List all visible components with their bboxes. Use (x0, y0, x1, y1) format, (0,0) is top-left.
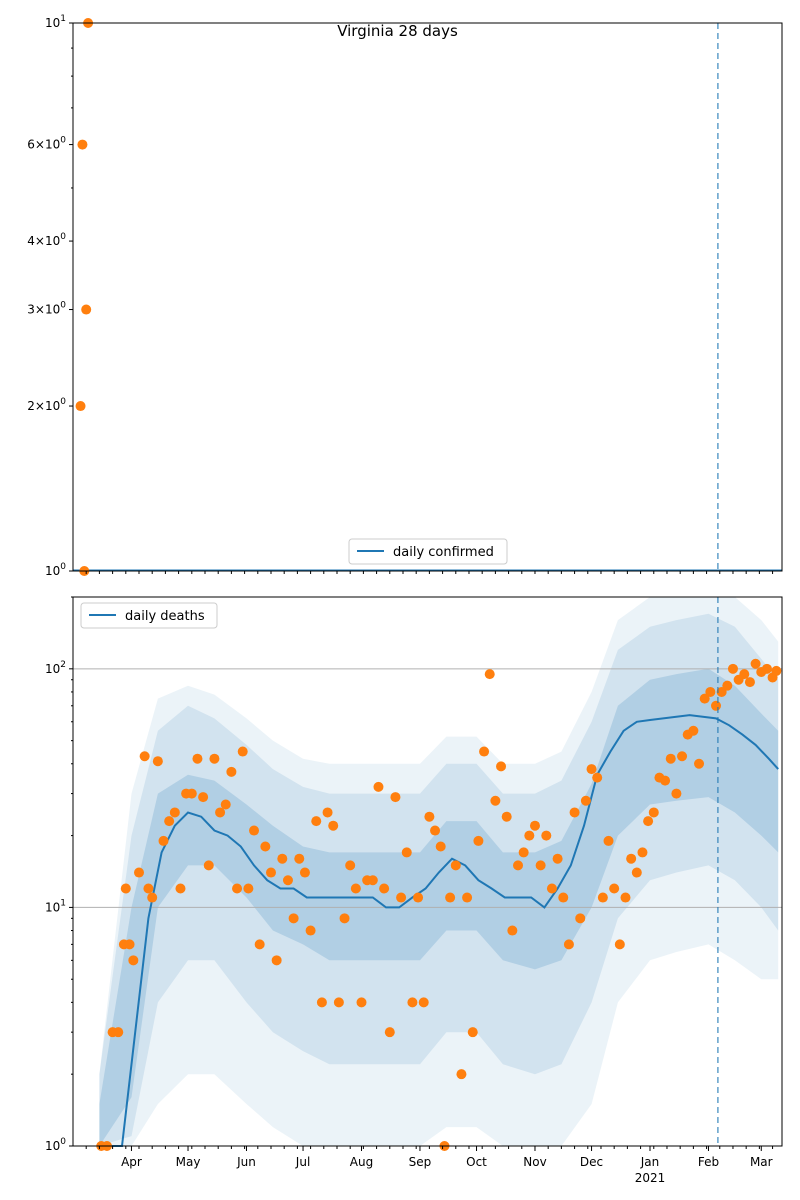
deaths-point (473, 836, 483, 846)
deaths-point (164, 816, 174, 826)
deaths-point (462, 893, 472, 903)
deaths-point (289, 913, 299, 923)
deaths-point (424, 812, 434, 822)
deaths-point (507, 926, 517, 936)
deaths-point (677, 751, 687, 761)
deaths-point (192, 754, 202, 764)
deaths-point (385, 1027, 395, 1037)
deaths-point (666, 754, 676, 764)
deaths-point (306, 926, 316, 936)
confirmed-point (81, 305, 91, 315)
top-y-tick-label: $6\times 10^0$ (27, 135, 66, 152)
bottom-x-tick-label: Nov (523, 1155, 547, 1169)
deaths-point (113, 1027, 123, 1037)
deaths-point (722, 681, 732, 691)
deaths-point (615, 939, 625, 949)
deaths-point (323, 807, 333, 817)
confirmed-point (76, 401, 86, 411)
deaths-point (368, 875, 378, 885)
deaths-point (430, 826, 440, 836)
deaths-point (564, 939, 574, 949)
deaths-point (671, 789, 681, 799)
deaths-point (243, 884, 253, 894)
deaths-point (204, 860, 214, 870)
deaths-point (771, 666, 781, 676)
deaths-point (745, 677, 755, 687)
deaths-point (300, 868, 310, 878)
deaths-point (266, 868, 276, 878)
bottom-x-tick-label: Jun (237, 1155, 256, 1169)
deaths-point (711, 701, 721, 711)
deaths-point (198, 792, 208, 802)
bottom-x-tick-label: Feb (697, 1155, 720, 1169)
deaths-point (436, 842, 446, 852)
deaths-point (128, 955, 138, 965)
confirmed-point (77, 140, 87, 150)
deaths-point (649, 807, 659, 817)
deaths-point (232, 884, 242, 894)
deaths-point (485, 669, 495, 679)
deaths-point (688, 726, 698, 736)
deaths-point (277, 854, 287, 864)
deaths-point (592, 773, 602, 783)
deaths-point (345, 860, 355, 870)
bottom-x-tick-label: May (175, 1155, 201, 1169)
bottom-x-tick-label: Dec (579, 1155, 604, 1169)
bottom-x-tick-label: Sep (408, 1155, 432, 1169)
deaths-point (598, 893, 608, 903)
deaths-point (643, 816, 653, 826)
deaths-point (524, 831, 534, 841)
deaths-point (553, 854, 563, 864)
deaths-point (570, 807, 580, 817)
deaths-point (396, 893, 406, 903)
deaths-point (575, 913, 585, 923)
deaths-point (705, 687, 715, 697)
deaths-point (328, 821, 338, 831)
deaths-point (140, 751, 150, 761)
deaths-point (468, 1027, 478, 1037)
bottom-x-tick-label: Jul (295, 1155, 311, 1169)
deaths-point (626, 854, 636, 864)
top-legend-label: daily confirmed (393, 545, 494, 560)
deaths-point (351, 884, 361, 894)
deaths-point (479, 747, 489, 757)
deaths-point (728, 664, 738, 674)
deaths-point (334, 997, 344, 1007)
top-legend (349, 539, 507, 564)
deaths-point (159, 836, 169, 846)
bottom-x-tick-label: Jan (640, 1155, 660, 1169)
deaths-point (170, 807, 180, 817)
top-y-tick-label: $4\times 10^0$ (27, 232, 66, 249)
deaths-point (751, 659, 761, 669)
top-y-tick-label: $2\times 10^0$ (27, 397, 66, 414)
deaths-point (272, 955, 282, 965)
deaths-point (519, 847, 529, 857)
deaths-point (357, 997, 367, 1007)
deaths-point (530, 821, 540, 831)
deaths-point (147, 893, 157, 903)
deaths-point (694, 759, 704, 769)
deaths-point (283, 875, 293, 885)
deaths-point (402, 847, 412, 857)
deaths-point (581, 796, 591, 806)
deaths-point (238, 747, 248, 757)
deaths-point (502, 812, 512, 822)
deaths-point (311, 816, 321, 826)
deaths-point (637, 847, 647, 857)
x-year-label: 2021 (634, 1171, 666, 1185)
deaths-point (587, 764, 597, 774)
deaths-point (143, 884, 153, 894)
deaths-point (660, 776, 670, 786)
bottom-legend-label: daily deaths (125, 609, 205, 624)
deaths-point (226, 767, 236, 777)
deaths-point (496, 761, 506, 771)
deaths-point (379, 884, 389, 894)
deaths-point (294, 854, 304, 864)
chart-title: Virginia 28 days (337, 22, 458, 40)
deaths-point (609, 884, 619, 894)
deaths-point (125, 939, 135, 949)
deaths-point (413, 893, 423, 903)
deaths-point (547, 884, 557, 894)
deaths-point (221, 799, 231, 809)
top-y-tick-label: $10^1$ (44, 14, 66, 30)
deaths-point (632, 868, 642, 878)
deaths-point (541, 831, 551, 841)
deaths-point (134, 868, 144, 878)
top-y-tick-label: $10^0$ (44, 562, 66, 578)
deaths-point (255, 939, 265, 949)
deaths-point (490, 796, 500, 806)
deaths-point (153, 756, 163, 766)
bottom-y-tick-label: $10^2$ (44, 659, 66, 676)
deaths-point (445, 893, 455, 903)
deaths-point (604, 836, 614, 846)
deaths-point (451, 860, 461, 870)
deaths-point (175, 884, 185, 894)
bottom-y-tick-label: $10^1$ (44, 898, 66, 915)
top-y-tick-label: $3\times 10^0$ (27, 300, 66, 317)
bottom-x-tick-label: Aug (349, 1155, 374, 1169)
deaths-point (620, 893, 630, 903)
deaths-point (558, 893, 568, 903)
deaths-point (209, 754, 219, 764)
deaths-point (187, 789, 197, 799)
deaths-point (373, 782, 383, 792)
deaths-point (513, 860, 523, 870)
bottom-y-tick-label: $10^0$ (44, 1137, 66, 1153)
bottom-x-tick-label: Apr (121, 1155, 142, 1169)
deaths-point (340, 913, 350, 923)
bottom-x-tick-label: Oct (466, 1155, 487, 1169)
bottom-x-tick-label: Mar (749, 1155, 773, 1169)
deaths-point (456, 1069, 466, 1079)
deaths-point (317, 997, 327, 1007)
deaths-point (762, 664, 772, 674)
deaths-point (121, 884, 131, 894)
deaths-point (249, 826, 259, 836)
deaths-point (536, 860, 546, 870)
deaths-point (419, 997, 429, 1007)
deaths-point (407, 997, 417, 1007)
deaths-point (390, 792, 400, 802)
bottom-legend (81, 603, 217, 628)
deaths-point (260, 842, 270, 852)
